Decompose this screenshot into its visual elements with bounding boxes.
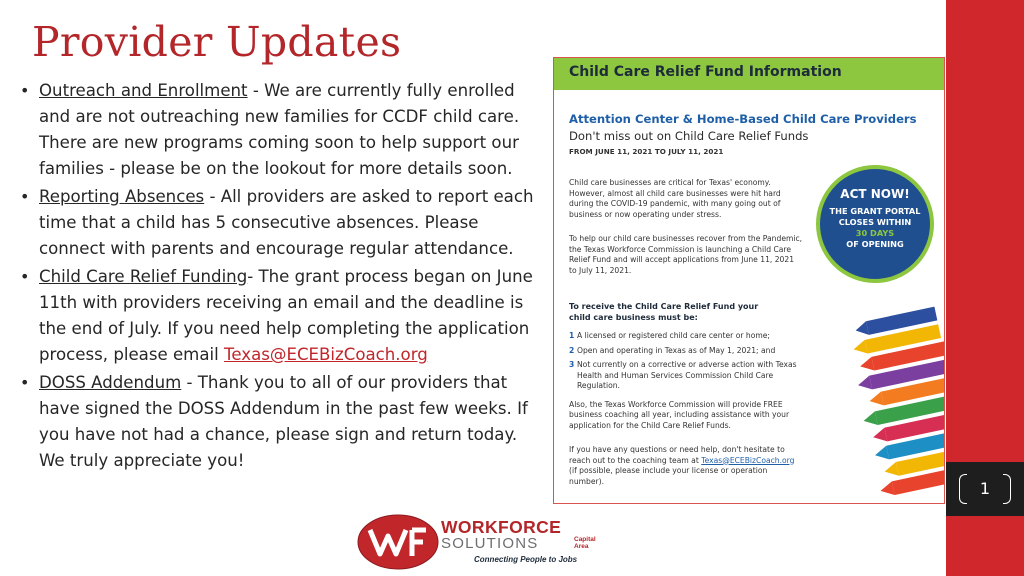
logo-mark-icon [356, 512, 440, 572]
crayons-illustration [854, 303, 944, 503]
act-now-badge: ACT NOW! THE GRANT PORTAL CLOSES WITHIN 30 DAYS OF OPENING [816, 165, 934, 283]
list-item [18, 264, 540, 368]
flyer-contact: If you have any questions or need help, don't hesitate to reach out to the coaching team at Texas@ECEBizCoach.org (if possible, please include your license or operation number). [569, 445, 795, 486]
flyer-attention: Attention Center & Home-Based Child Care Providers [569, 112, 917, 126]
flyer-dates: FROM JUNE 11, 2021 TO JULY 11, 2021 [569, 147, 724, 156]
list-item [18, 370, 540, 474]
bullet-topic: Child Care Relief Funding [39, 267, 248, 286]
flyer-paragraph: To help our child care businesses recover from the Pandemic, the Texas Workforce Commission is launching a Child Care Relief Fund and will accept applications from June 11, 2021 to July 11, 2021. [569, 234, 803, 275]
flyer-email-link[interactable]: Texas@ECEBizCoach.org [701, 455, 795, 465]
flyer-header: Child Care Relief Fund Information [554, 58, 944, 90]
bullet-text: - We are currently fully enrolled and are not outreaching new families for CCDF child care. There are new programs coming soon to help support our families - please be on the lookout for more details soon. [39, 81, 520, 178]
list-item [18, 184, 540, 262]
bullet-text: - All providers are asked to report each time that a child has 5 consecutive absences. Please connect with parents and encourage regular attendance. [39, 187, 534, 258]
update-list [18, 78, 540, 476]
flyer-requirements-heading: To receive the Child Care Relief Fund your child care business must be: [569, 302, 759, 322]
flyer-subtitle: Don't miss out on Child Care Relief Funds [569, 129, 809, 143]
bullet-topic: Outreach and Enrollment [39, 81, 248, 100]
bullet-icon: • [20, 267, 30, 286]
page-number-box [946, 462, 1024, 516]
bullet-text: - The grant process began on June 11th with providers receiving an email and the deadline is the end of July. If you need help completing the application process, please email [39, 267, 533, 364]
flyer-requirements [569, 331, 801, 392]
flyer-paragraph: Child care businesses are critical for Texas' economy. However, almost all child care businesses were hit hard during the COVID-19 pandemic, with many going out of business or now operating under stress. [569, 178, 781, 219]
workforce-solutions-logo [356, 512, 596, 574]
requirement-item: 1 A licensed or registered child care center or home; [569, 331, 770, 340]
email-link[interactable]: Texas@ECEBizCoach.org [224, 345, 428, 364]
bullet-text: - Thank you to all of our providers that have signed the DOSS Addendum in the past few weeks. If you have not had a chance, please sign and return today. We truly appreciate you! [39, 373, 528, 470]
requirement-item: 2 Open and operating in Texas as of May 1, 2021; and [569, 345, 776, 355]
bullet-topic: Reporting Absences [39, 187, 205, 206]
list-item [18, 78, 540, 182]
flyer-paragraph: Also, the Texas Workforce Commission will provide FREE business coaching all year, including assistance with your application for the Child Care Relief Funds. [569, 399, 790, 430]
page-number: 1 [979, 479, 991, 498]
logo-solutions-text: SOLUTIONS [441, 535, 539, 552]
bullet-icon: • [20, 81, 30, 100]
logo-capital-area: Capital Area [574, 536, 596, 550]
logo-tagline: Connecting People to Jobs [474, 555, 578, 564]
logo-workforce-text: WORKFORCE [441, 517, 562, 537]
slide-title: Provider Updates [32, 18, 402, 66]
bullet-topic: DOSS Addendum [39, 373, 182, 392]
bullet-icon: • [20, 373, 30, 392]
bracket-right-icon [1003, 474, 1011, 504]
bullet-icon: • [20, 187, 30, 206]
relief-fund-flyer [553, 57, 945, 504]
requirement-item: 3 Not currently on a corrective or adverse action with Texas Health and Human Services Commission Child Care Regulation. [569, 360, 797, 390]
